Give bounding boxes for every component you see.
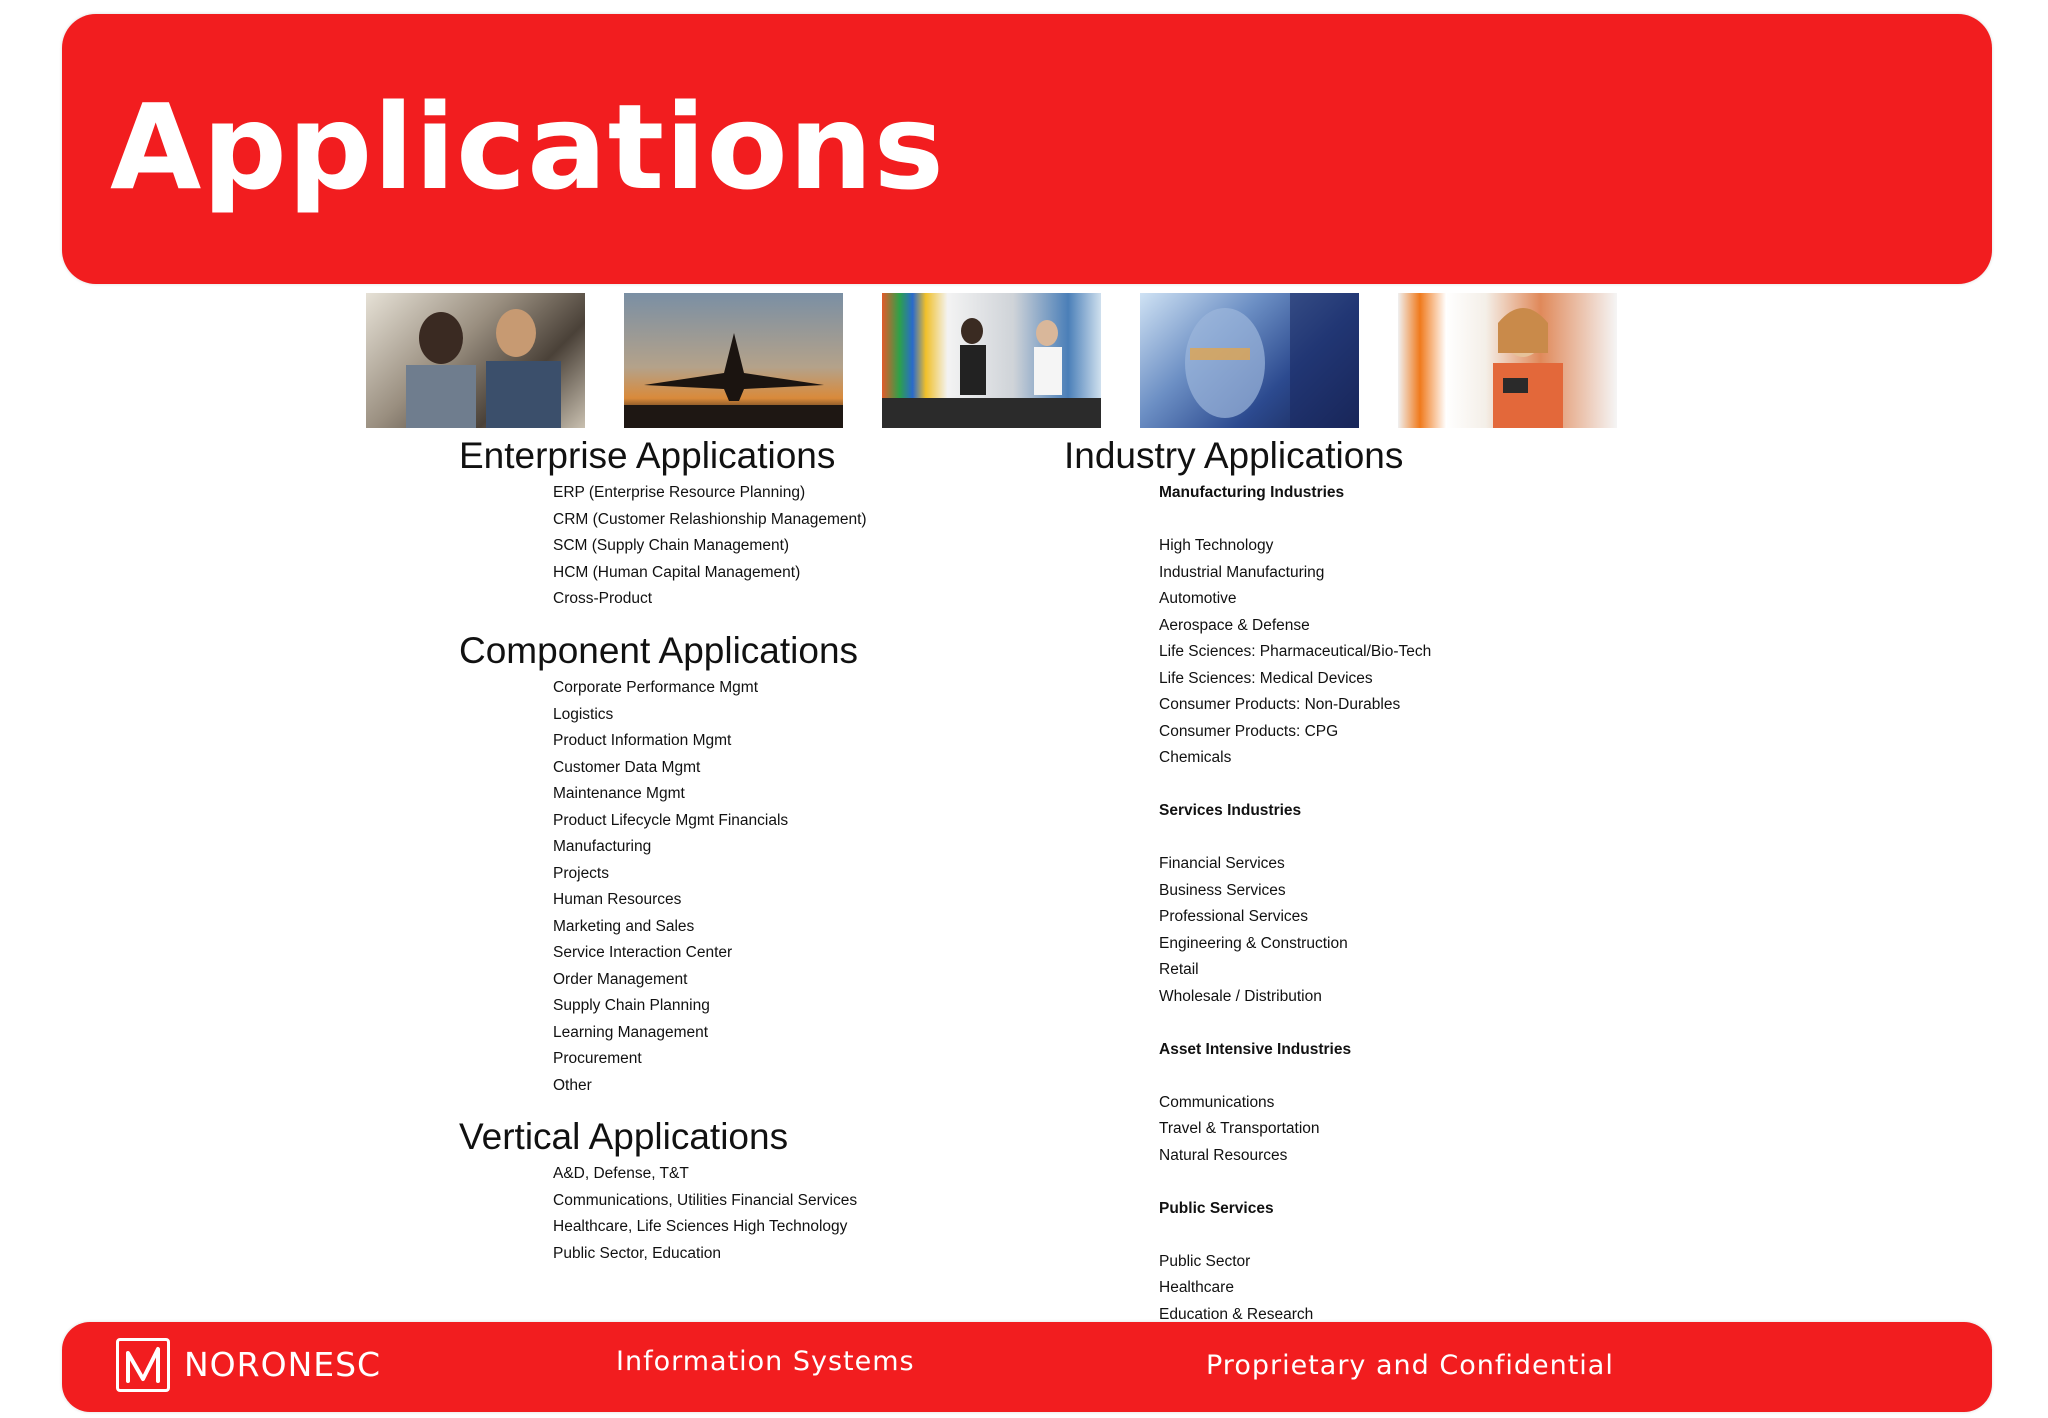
list-item: Retail (1159, 961, 1199, 978)
list-item: A&D, Defense, T&T (553, 1165, 689, 1182)
list-item: HCM (Human Capital Management) (553, 563, 801, 581)
spacer (1159, 507, 1431, 534)
list-item: Other (553, 1076, 592, 1094)
group-title-asset-intensive: Asset Intensive Industries (1159, 1040, 1352, 1058)
list-item: SCM (Supply Chain Management) (553, 537, 790, 554)
list-item: Consumer Products: Non-Durables (1159, 696, 1401, 713)
list-item: Product Information Mgmt (553, 732, 732, 749)
spacer (1159, 1169, 1431, 1196)
page-title: Applications (110, 78, 945, 216)
spacer (1159, 1222, 1431, 1249)
enterprise-applications-list (553, 480, 867, 613)
list-item: Customer Data Mgmt (553, 758, 701, 776)
spacer (1159, 1010, 1431, 1037)
logo-text: NORONESC (184, 1345, 382, 1384)
list-item: Education & Research (1159, 1305, 1314, 1323)
list-item: Life Sciences: Pharmaceutical/Bio-Tech (1159, 643, 1432, 660)
list-item: Supply Chain Planning (553, 997, 710, 1014)
list-item: Service Interaction Center (553, 944, 733, 961)
list-item: Communications (1159, 1093, 1275, 1111)
list-item: Projects (553, 864, 609, 882)
technology-face-photo (1140, 293, 1359, 428)
list-item: Public Sector, Education (553, 1244, 722, 1262)
enterprise-applications-heading: Enterprise Applications (459, 435, 836, 476)
vertical-applications-list (553, 1161, 857, 1267)
list-item: Business Services (1159, 881, 1286, 899)
list-item: Logistics (553, 705, 614, 723)
list-item: Order Management (553, 970, 688, 988)
list-item: Human Resources (553, 891, 682, 908)
list-item: Engineering & Construction (1159, 934, 1348, 952)
list-item: CRM (Customer Relashionship Management) (553, 510, 867, 528)
list-item: High Technology (1159, 537, 1274, 554)
list-item: Wholesale / Distribution (1159, 987, 1322, 1005)
list-item: Travel & Transportation (1159, 1120, 1320, 1137)
list-item: Procurement (553, 1050, 642, 1067)
spacer (1159, 1063, 1431, 1090)
vertical-applications-heading: Vertical Applications (459, 1116, 789, 1157)
spacer (1159, 772, 1431, 799)
list-item: Automotive (1159, 590, 1237, 607)
list-item: Maintenance Mgmt (553, 785, 685, 802)
group-title-public-services: Public Services (1159, 1199, 1274, 1217)
list-item: Public Sector (1159, 1252, 1251, 1270)
list-item: Financial Services (1159, 855, 1285, 872)
list-item: Product Lifecycle Mgmt Financials (553, 811, 789, 829)
footer-banner (62, 1322, 1992, 1412)
footer-center-text: Information Systems (616, 1346, 915, 1377)
spacer (1159, 825, 1431, 852)
group-title-services: Services Industries (1159, 802, 1302, 819)
title-banner (62, 14, 1992, 284)
list-item: Marketing and Sales (553, 917, 695, 935)
list-item: Chemicals (1159, 749, 1232, 766)
component-applications-list (553, 675, 788, 1099)
footer-right-text: Proprietary and Confidential (1206, 1350, 1614, 1381)
list-item: Healthcare (1159, 1279, 1234, 1296)
list-item: Natural Resources (1159, 1146, 1288, 1164)
list-item: Industrial Manufacturing (1159, 563, 1325, 581)
list-item: Cross-Product (553, 590, 653, 607)
industry-applications-list (1159, 480, 1431, 1328)
list-item: Learning Management (553, 1023, 709, 1041)
list-item: Manufacturing (553, 838, 652, 855)
fighter-jet-photo (624, 293, 843, 428)
woman-with-device-photo (1398, 293, 1617, 428)
list-item: Consumer Products: CPG (1159, 722, 1339, 740)
list-item: Corporate Performance Mgmt (553, 679, 759, 696)
component-applications-heading: Component Applications (459, 630, 859, 671)
list-item: Healthcare, Life Sciences High Technology (553, 1218, 848, 1235)
list-item: Communications, Utilities Financial Services (553, 1191, 858, 1209)
list-item: Life Sciences: Medical Devices (1159, 669, 1373, 687)
noronesc-logo-icon (116, 1338, 170, 1392)
list-item: Professional Services (1159, 908, 1309, 925)
industry-applications-heading: Industry Applications (1064, 435, 1404, 476)
group-title-manufacturing: Manufacturing Industries (1159, 484, 1345, 501)
laboratory-photo (882, 293, 1101, 428)
list-item: ERP (Enterprise Resource Planning) (553, 484, 806, 501)
mechanics-photo (366, 293, 585, 428)
list-item: Aerospace & Defense (1159, 616, 1310, 634)
